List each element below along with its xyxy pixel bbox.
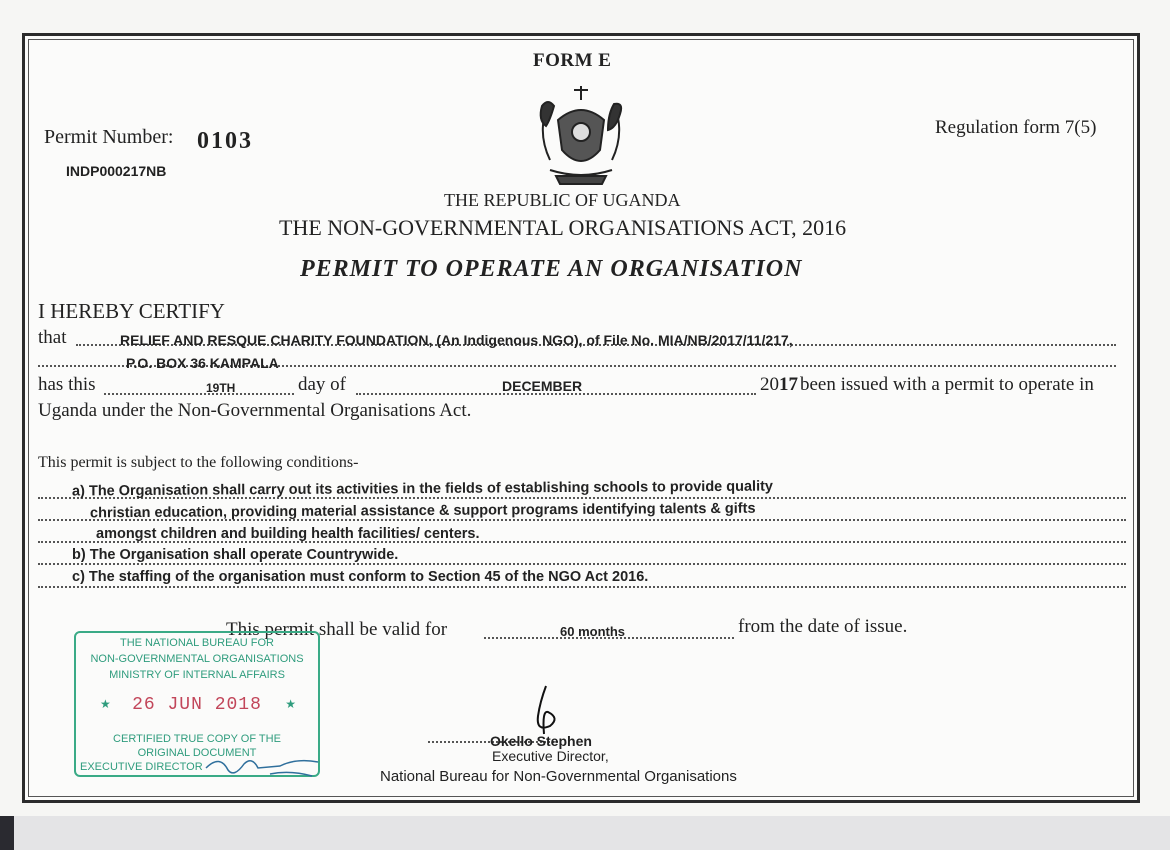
has-this-label: has this (38, 374, 96, 395)
permit-code: INDP000217NB (66, 163, 167, 179)
organisation-address: P.O. BOX 36 KAMPALA (126, 355, 279, 371)
signer-name: Okello Stephen (490, 733, 592, 749)
dotted-line (38, 563, 1126, 565)
scan-background-edge (0, 816, 1170, 850)
dotted-line (104, 393, 294, 395)
year-value: 17 (779, 374, 798, 395)
signer-title: Executive Director, (492, 748, 609, 764)
stamp-line: EXECUTIVE DIRECTOR (80, 761, 203, 773)
day-value: 19TH (206, 381, 236, 395)
regulation-form: Regulation form 7(5) (935, 117, 1097, 138)
day-of-label: day of (298, 374, 347, 395)
stamp-line: NON-GOVERNMENTAL ORGANISATIONS (90, 653, 304, 665)
permit-number-label: Permit Number: (44, 126, 174, 148)
stamp-signature-icon (200, 748, 325, 782)
issued-text-continued: Uganda under the Non-Governmental Organisations Act. (38, 400, 472, 421)
validity-prefix: This permit shall be valid for (226, 619, 448, 640)
permit-number: 0103 (197, 128, 253, 154)
issued-text: been issued with a permit to operate in (800, 374, 1094, 395)
dotted-line (38, 586, 1126, 588)
stamp-line: THE NATIONAL BUREAU FOR (119, 637, 275, 649)
form-label: FORM E (533, 50, 612, 71)
star-icon: ★ (100, 697, 111, 711)
star-icon: ★ (285, 697, 296, 711)
stamp-date: 26 JUN 2018 (132, 695, 262, 715)
document-title: PERMIT TO OPERATE AN ORGANISATION (300, 256, 803, 282)
conditions-intro: This permit is subject to the following conditions- (38, 454, 359, 471)
coat-of-arms-icon (528, 80, 634, 188)
stamp-line: MINISTRY OF INTERNAL AFFAIRS (109, 669, 285, 681)
year-prefix: 20 (760, 374, 779, 395)
condition-item: a) The Organisation shall carry out its activities in the fields of establishing schools to provide quality (71, 478, 774, 500)
condition-item: amongst children and building health facilities/ centers. (96, 526, 480, 542)
month-value: DECEMBER (502, 378, 583, 394)
act-heading: THE NON-GOVERNMENTAL ORGANISATIONS ACT, 2016 (279, 215, 847, 240)
validity-value: 60 months (560, 624, 626, 639)
bureau-name: National Bureau for Non-Governmental Organisations (380, 768, 737, 785)
condition-item: b) The Organisation shall operate Countrywide. (72, 547, 399, 563)
scan-dark-corner (0, 816, 14, 850)
certify-heading: I HEREBY CERTIFY (38, 299, 225, 323)
stamp-line: CERTIFIED TRUE COPY OF THE (113, 733, 281, 745)
republic-heading: THE REPUBLIC OF UGANDA (444, 190, 681, 210)
that-label: that (38, 327, 67, 348)
condition-item: c) The staffing of the organisation must conform to Section 45 of the NGO Act 2016. (72, 569, 649, 585)
validity-suffix: from the date of issue. (738, 616, 908, 637)
organisation-name: RELIEF AND RESQUE CHARITY FOUNDATION, (An Indigenous NGO), of File No. MIA/NB/2017/11/217, (120, 332, 793, 348)
condition-item: christian education, providing material assistance & support programs identifying talents & gifts (89, 500, 756, 522)
stamp-line: ORIGINAL DOCUMENT (137, 747, 257, 759)
